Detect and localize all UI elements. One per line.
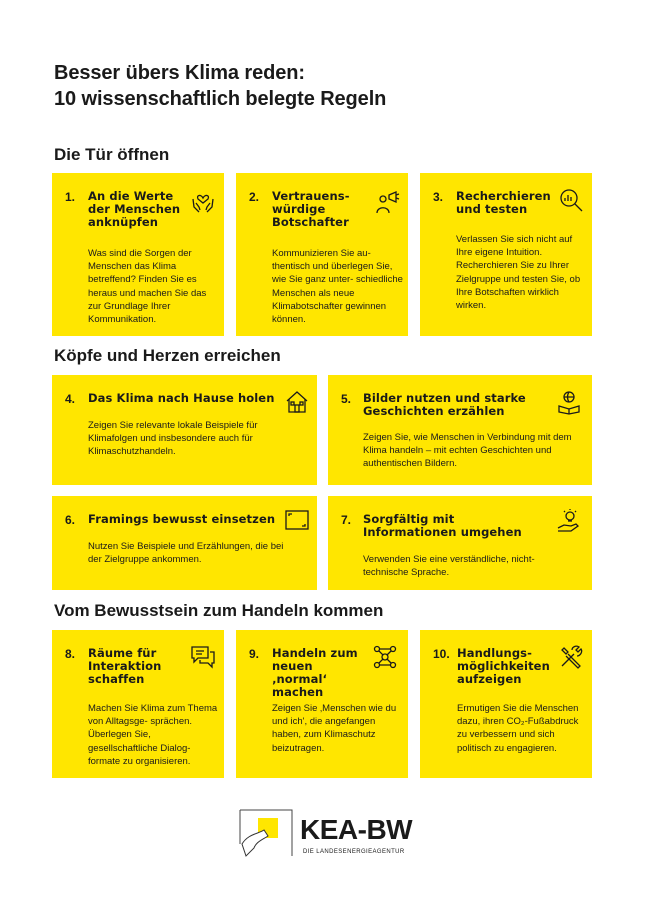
- card-number: 5.: [341, 392, 352, 406]
- card-title: Sorgfältig mit Informationen umgehen: [363, 512, 522, 539]
- title-line-2: 10 wissenschaftlich belegte Regeln: [54, 88, 387, 110]
- card-body: Nutzen Sie Beispiele und Erzählungen, die bei der Zielgruppe ankommen.: [88, 541, 284, 566]
- page-title: [54, 60, 386, 112]
- frame-icon: [284, 507, 310, 533]
- logo-tagline: DIE LANDESENERGIEAGENTUR: [303, 849, 405, 855]
- card-title: Recherchieren und testen: [456, 189, 551, 216]
- globe-book-icon: [556, 389, 582, 415]
- card-4: [52, 375, 317, 485]
- card-9: [236, 630, 408, 778]
- card-body: Verwenden Sie eine verständliche, nicht-technische Sprache.: [363, 554, 535, 579]
- card-number: 7.: [341, 513, 352, 527]
- card-number: 2.: [249, 190, 260, 204]
- card-number: 3.: [433, 190, 444, 204]
- card-8: [52, 630, 224, 778]
- lightbulb-hand-icon: [556, 508, 582, 534]
- card-number: 6.: [65, 513, 76, 527]
- section-heading-1: Die Tür öffnen: [54, 145, 170, 164]
- card-body: Zeigen Sie relevante lokale Beispiele für Klimafolgen und insbesondere auch für Klimaschutzhandeln.: [88, 420, 258, 458]
- card-6: [52, 496, 317, 590]
- card-body: Verlassen Sie sich nicht auf Ihre eigene Intuition. Recherchieren Sie zu Ihrer Zielgruppe und testen Sie, ob Ihre Botschaften wirklich wirken.: [456, 234, 581, 312]
- card-number: 4.: [65, 392, 76, 406]
- card-10: [420, 630, 592, 778]
- card-title: Handlungs- möglichkeiten aufzeigen: [457, 646, 550, 686]
- card-title: Das Klima nach Hause holen: [88, 391, 275, 405]
- title-line-1: Besser übers Klima reden:: [54, 62, 305, 84]
- magnifier-chart-icon: [558, 187, 584, 213]
- card-3: [420, 173, 592, 336]
- card-title: Bilder nutzen und starke Geschichten erzählen: [363, 391, 526, 418]
- card-title: Handeln zum neuen ‚normal‘ machen: [272, 646, 358, 699]
- card-number: 8.: [65, 647, 76, 661]
- card-2: [236, 173, 408, 336]
- card-number: 9.: [249, 647, 260, 661]
- card-7: [328, 496, 592, 590]
- card-body: Zeigen Sie ‚Menschen wie du und ich', die angefangen haben, zum Klimaschutz beizutragen.: [272, 703, 397, 754]
- card-body: Kommunizieren Sie au- thentisch und überlegen Sie, wie Sie ganz unter- schiedliche Menschen als neue Klimabotschafter gewinnen können.: [272, 248, 403, 326]
- logo-wordmark: KEA-BW: [300, 814, 413, 845]
- card-5: [328, 375, 592, 485]
- card-1: [52, 173, 224, 336]
- card-number: 1.: [65, 190, 76, 204]
- house-icon: [284, 389, 310, 415]
- card-body: Was sind die Sorgen der Menschen das Klima betreffend? Finden Sie es heraus und machen Sie das zur Grundlage Ihrer Kommunikation.: [88, 248, 207, 326]
- card-number: 10.: [433, 647, 450, 661]
- megaphone-person-icon: [374, 189, 400, 215]
- chat-bubbles-icon: [190, 644, 216, 670]
- card-title: An die Werte der Menschen anknüpfen: [88, 189, 181, 229]
- tools-icon: [558, 644, 584, 670]
- card-title: Räume für Interaktion schaffen: [88, 646, 162, 686]
- card-body: Ermutigen Sie die Menschen dazu, ihren CO₂-Fußabdruck zu verbessern und sich politisch zu engagieren.: [457, 703, 579, 754]
- section-heading-3: Vom Bewusstsein zum Handeln kommen: [54, 601, 384, 620]
- card-body: Machen Sie Klima zum Thema von Alltagsge- sprächen. Überlegen Sie, gesellschaftliche Dialog- formate zu organisieren.: [88, 703, 218, 767]
- network-people-icon: [372, 644, 398, 670]
- card-title: Vertrauens- würdige Botschafter: [272, 189, 350, 229]
- heart-hands-icon: [190, 189, 216, 215]
- card-body: Zeigen Sie, wie Menschen in Verbindung mit dem Klima handeln – mit echten Geschichten und authentischen Bildern.: [363, 432, 572, 470]
- section-heading-2: Köpfe und Herzen erreichen: [54, 346, 281, 365]
- card-title: Framings bewusst einsetzen: [88, 512, 276, 526]
